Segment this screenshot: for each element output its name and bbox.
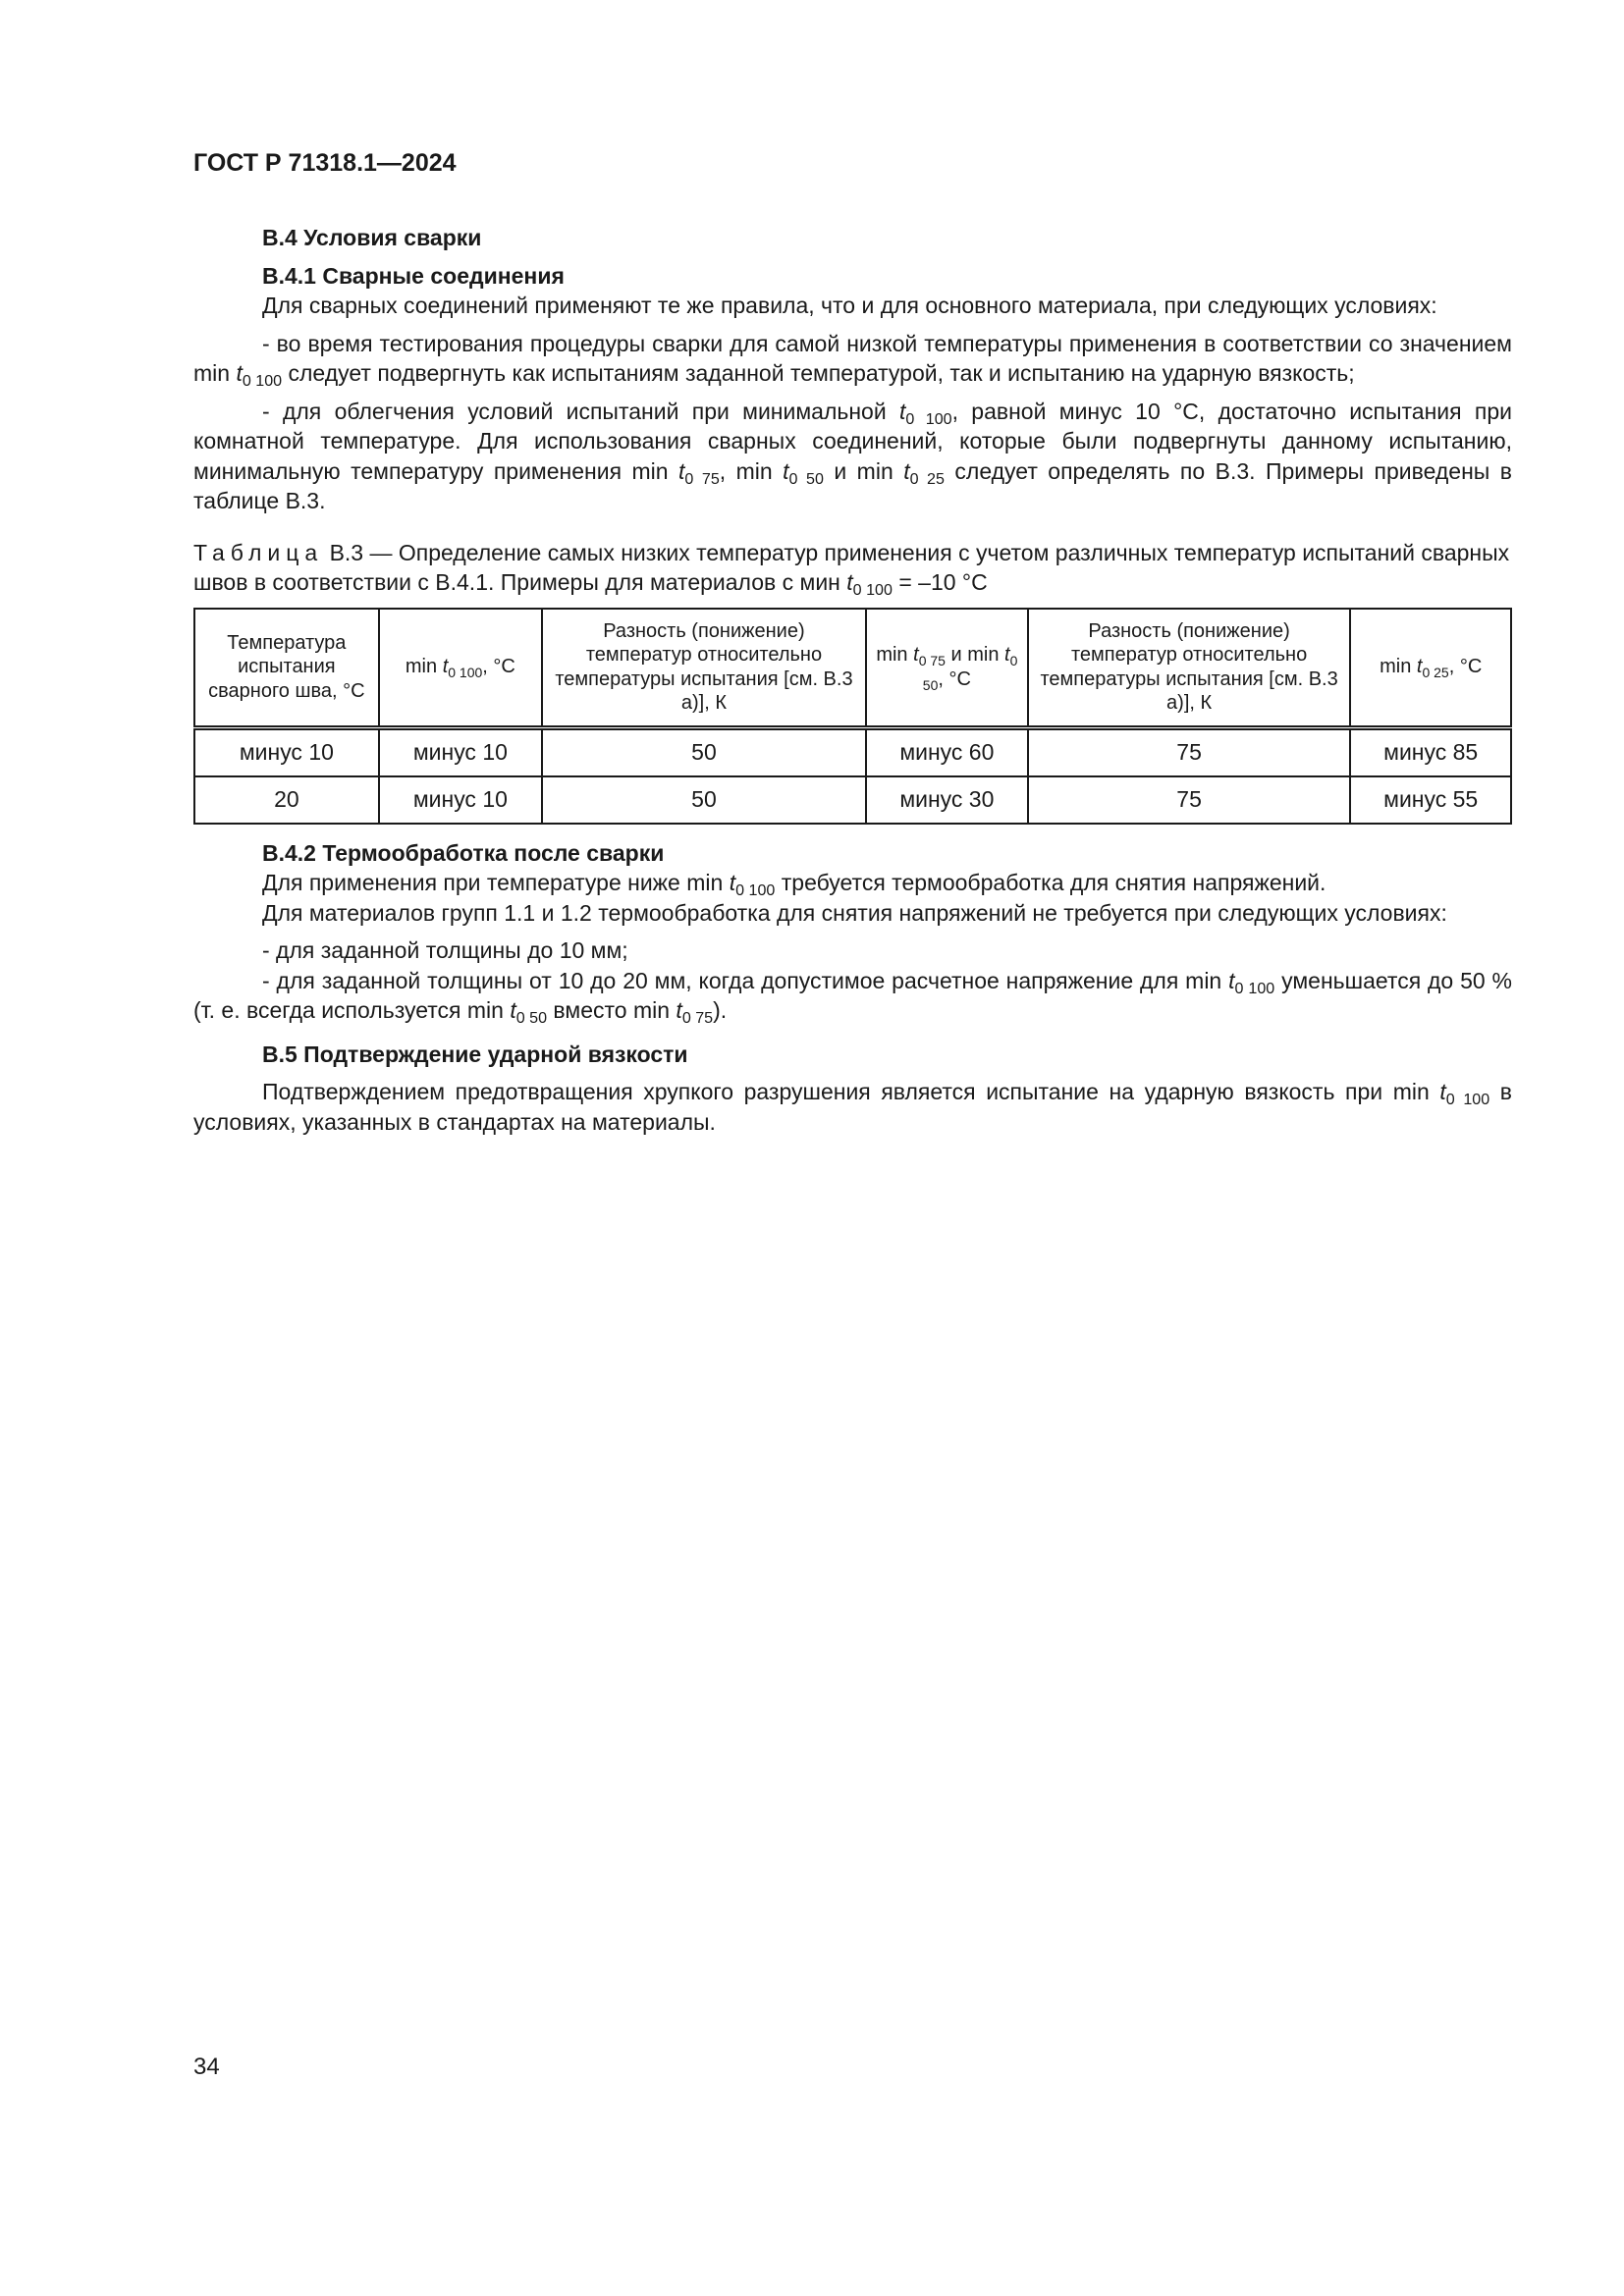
b42-paragraph-1: Для применения при температуре ниже $\min t_{0 100}$ требуется термообработка для снятия напряжений. (262, 870, 1326, 899)
section-b42-heading: В.4.2 Термообработка после сварки (262, 839, 665, 866)
table-cell: минус 60 (866, 727, 1028, 776)
table-cell: минус 10 (379, 727, 542, 776)
document-body (193, 223, 1512, 1137)
header-difference-1: Разность (понижение) температур относительно температуры испытания [см. В.3 а)], К (542, 609, 866, 728)
b42-paragraph-2: Для материалов групп 1.1 и 1.2 термообработка для снятия напряжений не требуется при следующих условиях: (262, 899, 1447, 926)
section-b41-heading: В.4.1 Сварные соединения (262, 262, 565, 289)
b41-paragraph-2: - во время тестирования процедуры сварки для самой низкой температуры применения в соответствии со значением $\min t_{0 100}$ следует подвергнуть как испытаниям заданной температурой, так и испытанию на ударную вязкость; (193, 330, 1512, 390)
b5-paragraph-1: Подтверждением предотвращения хрупкого разрушения является испытание на ударную вязкость при $\min t_{0 100}$ в условиях, указанных в стандартах на материалы. (193, 1079, 1512, 1135)
table-cell: минус 30 (866, 776, 1028, 824)
document-header: ГОСТ Р 71318.1—2024 (193, 149, 457, 177)
table-caption: Таблица В.3 — Определение самых низких температур применения с учетом различных температур испытаний сварных швов в соответствии с В.4.1. Примеры для материалов с мин $t_{0 100} = -10$ °С (193, 539, 1510, 599)
table-cell: 75 (1028, 727, 1351, 776)
section-b4-heading: В.4 Условия сварки (262, 225, 482, 250)
table-row (194, 776, 1511, 824)
header-test-temperature: Температура испытания сварного шва, °С (194, 609, 379, 728)
header-min-t0-25: $\min t_{0 25}$, °С (1350, 609, 1511, 728)
section-b5-heading: В.5 Подтверждение ударной вязкости (262, 1041, 688, 1067)
table-header-row (194, 609, 1511, 728)
b42-paragraph-4: - для заданной толщины от 10 до 20 мм, когда допустимое расчетное напряжение для $\min t_{0 100}$ уменьшается до 50 % (т. е. всегда используется $\min t_{0 50}$ вместо $\min t_{0 75}$). (193, 967, 1512, 1027)
table-cell: 20 (194, 776, 379, 824)
table-cell: минус 85 (1350, 727, 1511, 776)
table-cell: 50 (542, 727, 866, 776)
table-row (194, 727, 1511, 776)
table-cell: 75 (1028, 776, 1351, 824)
header-min-t0-100: $\min t_{0 100}$, °С (379, 609, 542, 728)
table-cell: минус 55 (1350, 776, 1511, 824)
b41-paragraph-1: Для сварных соединений применяют те же правила, что и для основного материала, при следующих условиях: (262, 293, 1437, 318)
temperature-table (193, 608, 1512, 825)
table-cell: минус 10 (194, 727, 379, 776)
page-number: 34 (193, 2054, 220, 2080)
header-min-t0-75-50: $\min t_{0 75}$ и $\min t_{0 50}$, °С (866, 609, 1028, 728)
table-cell: минус 10 (379, 776, 542, 824)
b41-paragraph-3: - для облегчения условий испытаний при минимальной $t_{0 100}$, равной минус 10 °С, достаточно испытания при комнатной температуре. Для использования сварных соединений, которые были подвергнуты данному испытанию, минимальную температуру применения $\min t_{0 75}$, $\min t_{0 50}$ и $\min t_{0 25}$ следует определять по В.3. Примеры приведены в таблице В.3. (193, 398, 1512, 513)
header-difference-2: Разность (понижение) температур относительно температуры испытания [см. В.3 а)], К (1028, 609, 1351, 728)
table-cell: 50 (542, 776, 866, 824)
b42-paragraph-3: - для заданной толщины до 10 мм; (262, 937, 628, 963)
